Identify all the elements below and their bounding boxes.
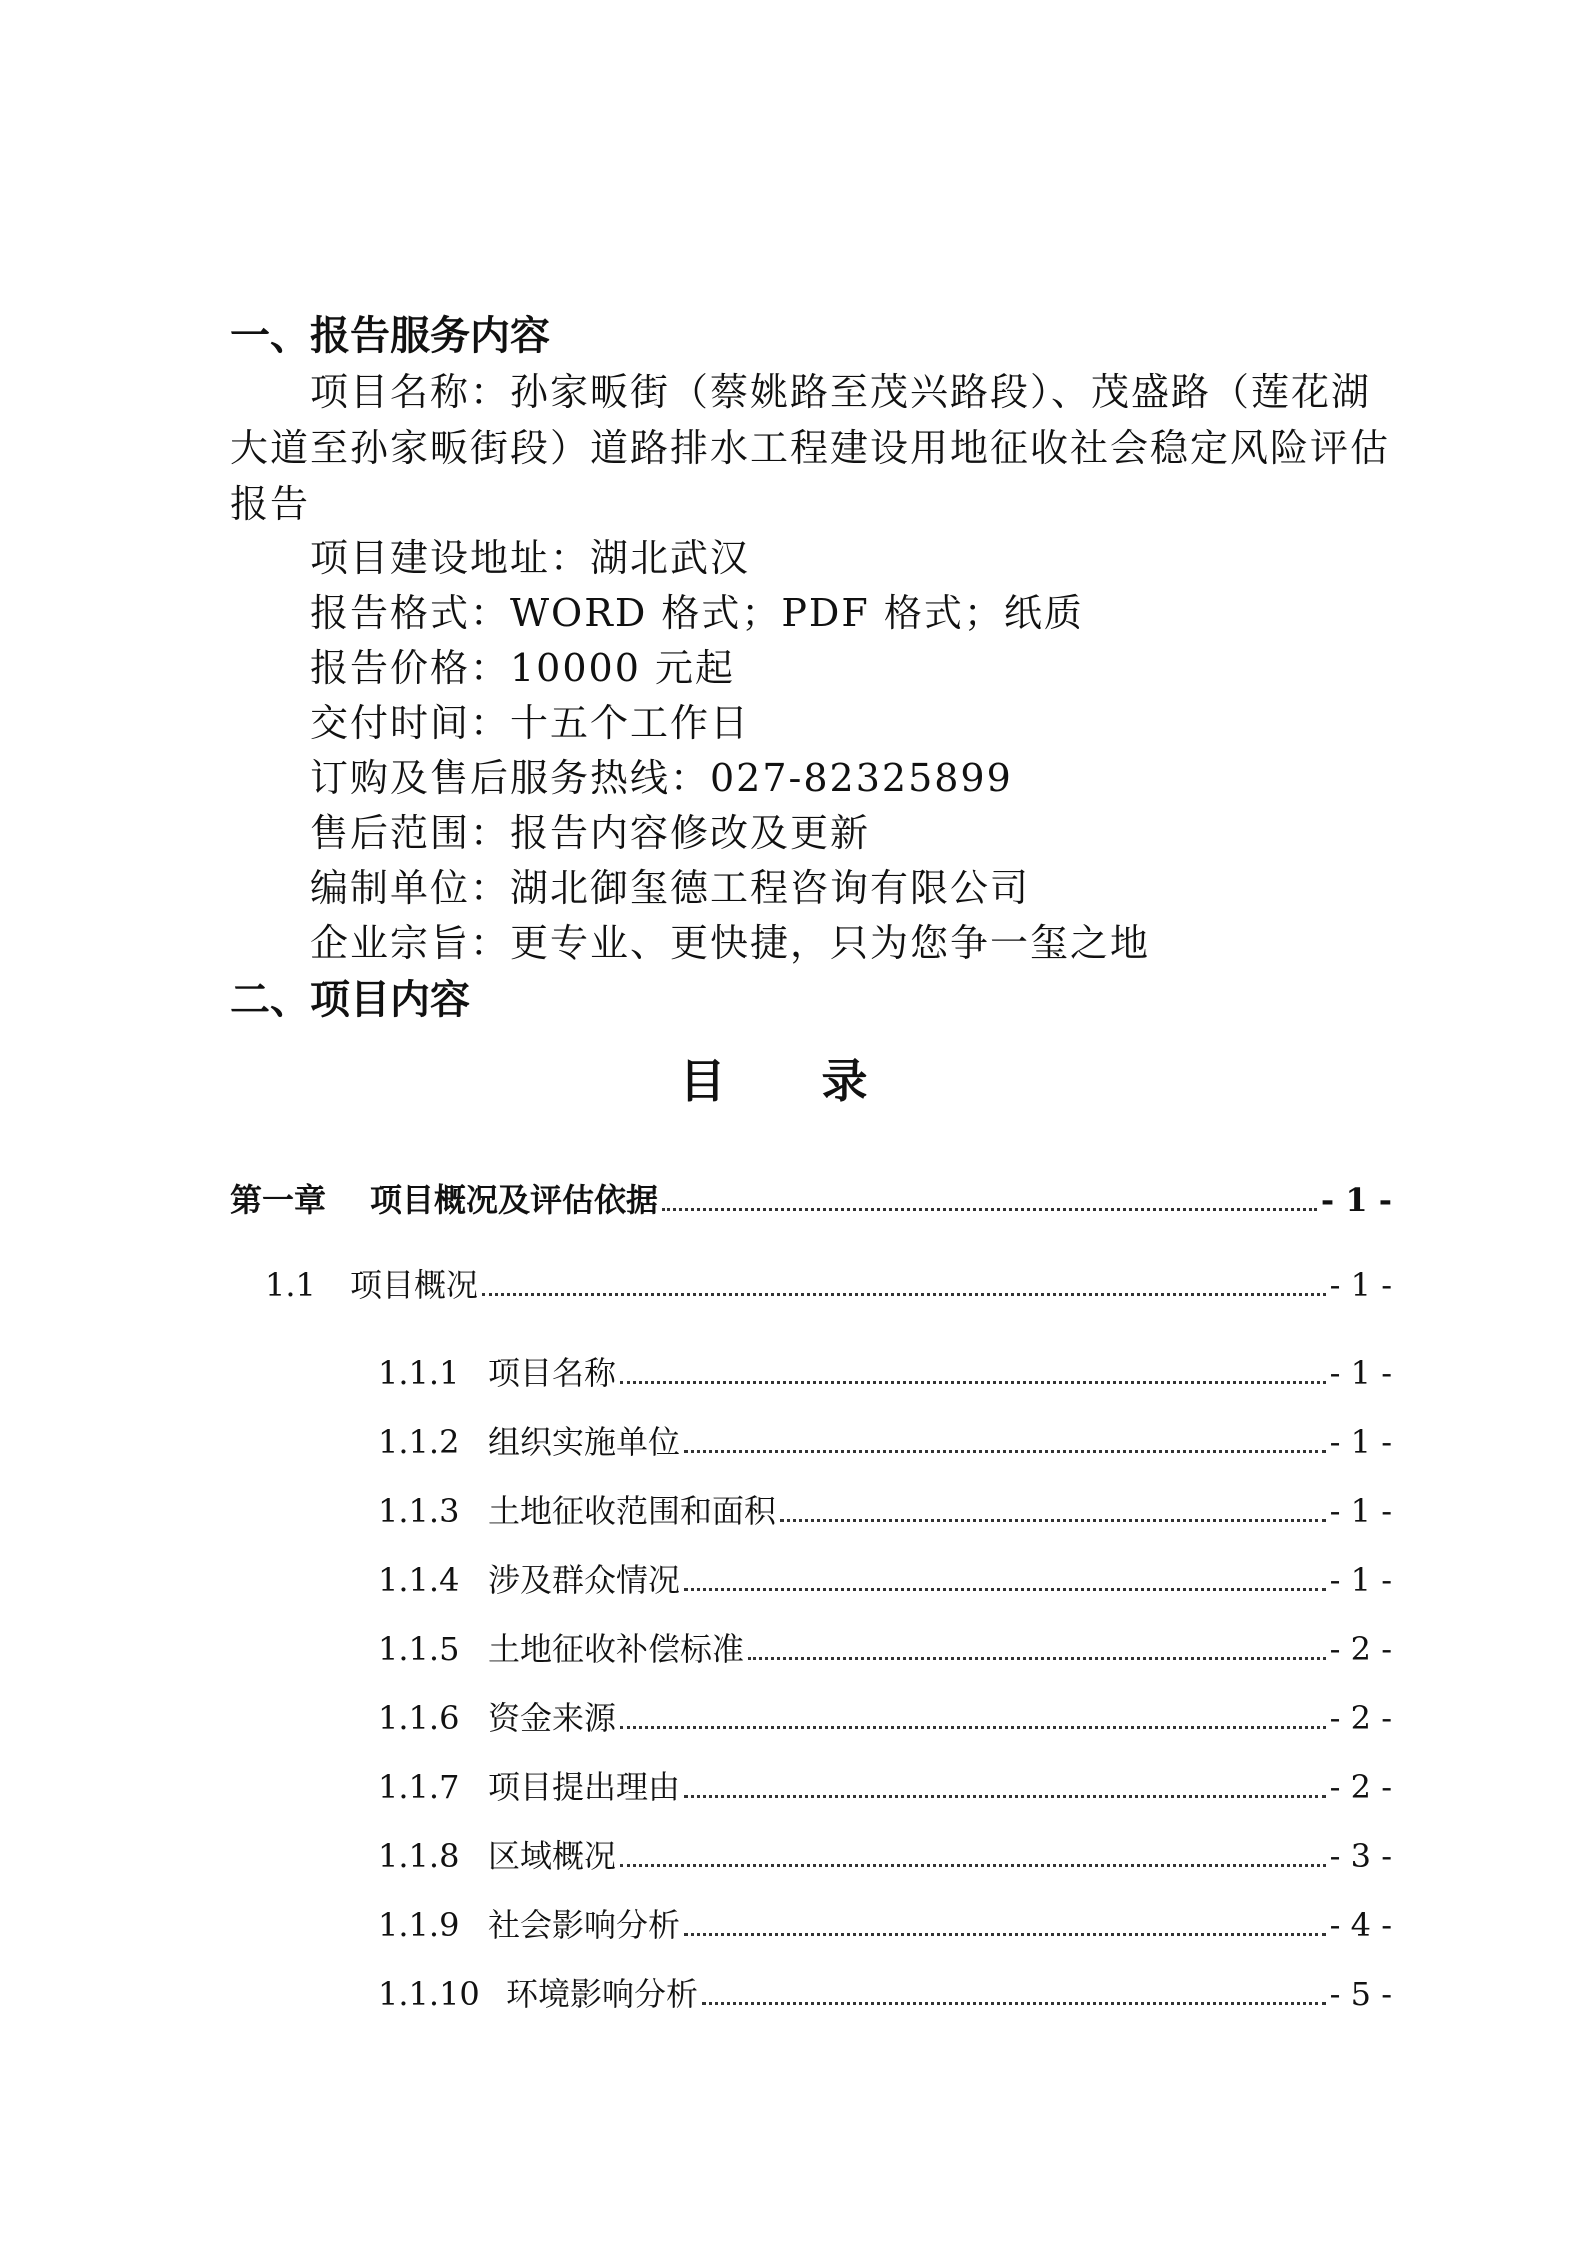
toc-entry-page: - 4 - <box>1329 1906 1392 1944</box>
toc-entry-number: 1.1.9 <box>378 1906 460 1944</box>
info-line-address: 项目建设地址：湖北武汉 <box>310 536 751 580</box>
toc-entry-label: 土地征收范围和面积 <box>488 1492 777 1530</box>
info-line-price: 报告价格：10000 元起 <box>310 646 735 690</box>
toc-entry-label: 项目提出理由 <box>488 1768 681 1806</box>
toc-entry-label: 项目名称 <box>488 1354 617 1392</box>
toc-entry-1-1-7[interactable] <box>378 1767 1392 1807</box>
toc-leader-dots <box>482 1293 1326 1296</box>
toc-entry-1-1-4[interactable] <box>378 1560 1392 1600</box>
toc-leader-dots <box>620 1864 1326 1867</box>
toc-entry-1-1-6[interactable] <box>378 1698 1392 1738</box>
toc-entry-label: 土地征收补偿标准 <box>488 1630 745 1668</box>
section-heading-project-content: 二、项目内容 <box>230 977 470 1023</box>
toc-entry-1-1-8[interactable] <box>378 1836 1392 1876</box>
toc-entry-page: - 1 - <box>1329 1561 1392 1599</box>
toc-entry-label: 组织实施单位 <box>488 1423 681 1461</box>
toc-entry-label: 项目概况 <box>350 1266 479 1304</box>
info-line-motto: 企业宗旨：更专业、更快捷，只为您争一玺之地 <box>310 921 1151 965</box>
toc-entry-page: - 2 - <box>1329 1699 1392 1737</box>
info-line-compiler: 编制单位：湖北御玺德工程咨询有限公司 <box>310 866 1031 910</box>
toc-entry-1-1-10[interactable] <box>378 1974 1392 2014</box>
toc-entry-number: 1.1.10 <box>378 1975 480 2013</box>
toc-leader-dots <box>684 1588 1326 1591</box>
toc-title: 目 录 <box>679 1054 908 1108</box>
toc-entry-1-1-3[interactable] <box>378 1491 1392 1531</box>
toc-entry-number: 1.1.7 <box>378 1768 460 1806</box>
project-name-paragraph: 项目名称：孙家畈街（蔡姚路至茂兴路段）、茂盛路（莲花湖大道至孙家畈街段）道路排水工程建设用地征收社会稳定风险评估报告 <box>230 370 1391 526</box>
toc-entry-page: - 1 - <box>1329 1423 1392 1461</box>
toc-entry-label: 区域概况 <box>488 1837 617 1875</box>
toc-entry-label: 项目概况及评估依据 <box>370 1181 659 1219</box>
toc-entry-page: - 1 - <box>1329 1354 1392 1392</box>
toc-leader-dots <box>684 1450 1326 1453</box>
toc-entry-page: - 1 - <box>1329 1266 1392 1304</box>
toc-leader-dots <box>780 1519 1326 1522</box>
section-heading-report-service: 一、报告服务内容 <box>230 313 550 359</box>
toc-leader-dots <box>620 1381 1326 1384</box>
toc-entry-number: 1.1.1 <box>378 1354 460 1392</box>
toc-entry-number: 1.1.4 <box>378 1561 460 1599</box>
toc-entry-1-1-1[interactable] <box>378 1353 1392 1393</box>
toc-entry-number: 1.1.2 <box>378 1423 460 1461</box>
toc-entry-page: - 3 - <box>1329 1837 1392 1875</box>
toc-entry-page: - 5 - <box>1329 1975 1392 2013</box>
toc-entry-1-1-9[interactable] <box>378 1905 1392 1945</box>
info-line-hotline: 订购及售后服务热线：027-82325899 <box>310 756 1013 800</box>
toc-entry-label: 涉及群众情况 <box>488 1561 681 1599</box>
toc-leader-dots <box>620 1726 1326 1729</box>
toc-entry-label: 资金来源 <box>488 1699 617 1737</box>
toc-entry-number: 第一章 <box>230 1181 327 1219</box>
toc-entry-page: - 1 - <box>1329 1492 1392 1530</box>
toc-leader-dots <box>702 2002 1326 2005</box>
toc-leader-dots <box>684 1795 1326 1798</box>
toc-entry-page: - 2 - <box>1329 1630 1392 1668</box>
info-line-format: 报告格式：WORD 格式；PDF 格式；纸质 <box>310 591 1084 635</box>
toc-leader-dots <box>748 1657 1326 1660</box>
toc-entry-1-1[interactable] <box>265 1265 1392 1305</box>
toc-entry-label: 环境影响分析 <box>506 1975 699 2013</box>
info-line-delivery: 交付时间：十五个工作日 <box>310 701 751 745</box>
toc-entry-1-1-2[interactable] <box>378 1422 1392 1462</box>
toc-entry-1-1-5[interactable] <box>378 1629 1392 1669</box>
toc-entry-number: 1.1.5 <box>378 1630 460 1668</box>
toc-entry-number: 1.1.6 <box>378 1699 460 1737</box>
toc-entry-number: 1.1.8 <box>378 1837 460 1875</box>
toc-leader-dots <box>662 1208 1317 1211</box>
toc-entry-page: - 2 - <box>1329 1768 1392 1806</box>
toc-entry-label: 社会影响分析 <box>488 1906 681 1944</box>
toc-leader-dots <box>684 1933 1326 1936</box>
info-line-after-sales: 售后范围：报告内容修改及更新 <box>310 811 871 855</box>
toc-entry-chapter-1[interactable] <box>230 1180 1392 1220</box>
toc-entry-number: 1.1 <box>265 1266 316 1304</box>
toc-entry-page: - 1 - <box>1320 1181 1392 1219</box>
toc-entry-number: 1.1.3 <box>378 1492 460 1530</box>
